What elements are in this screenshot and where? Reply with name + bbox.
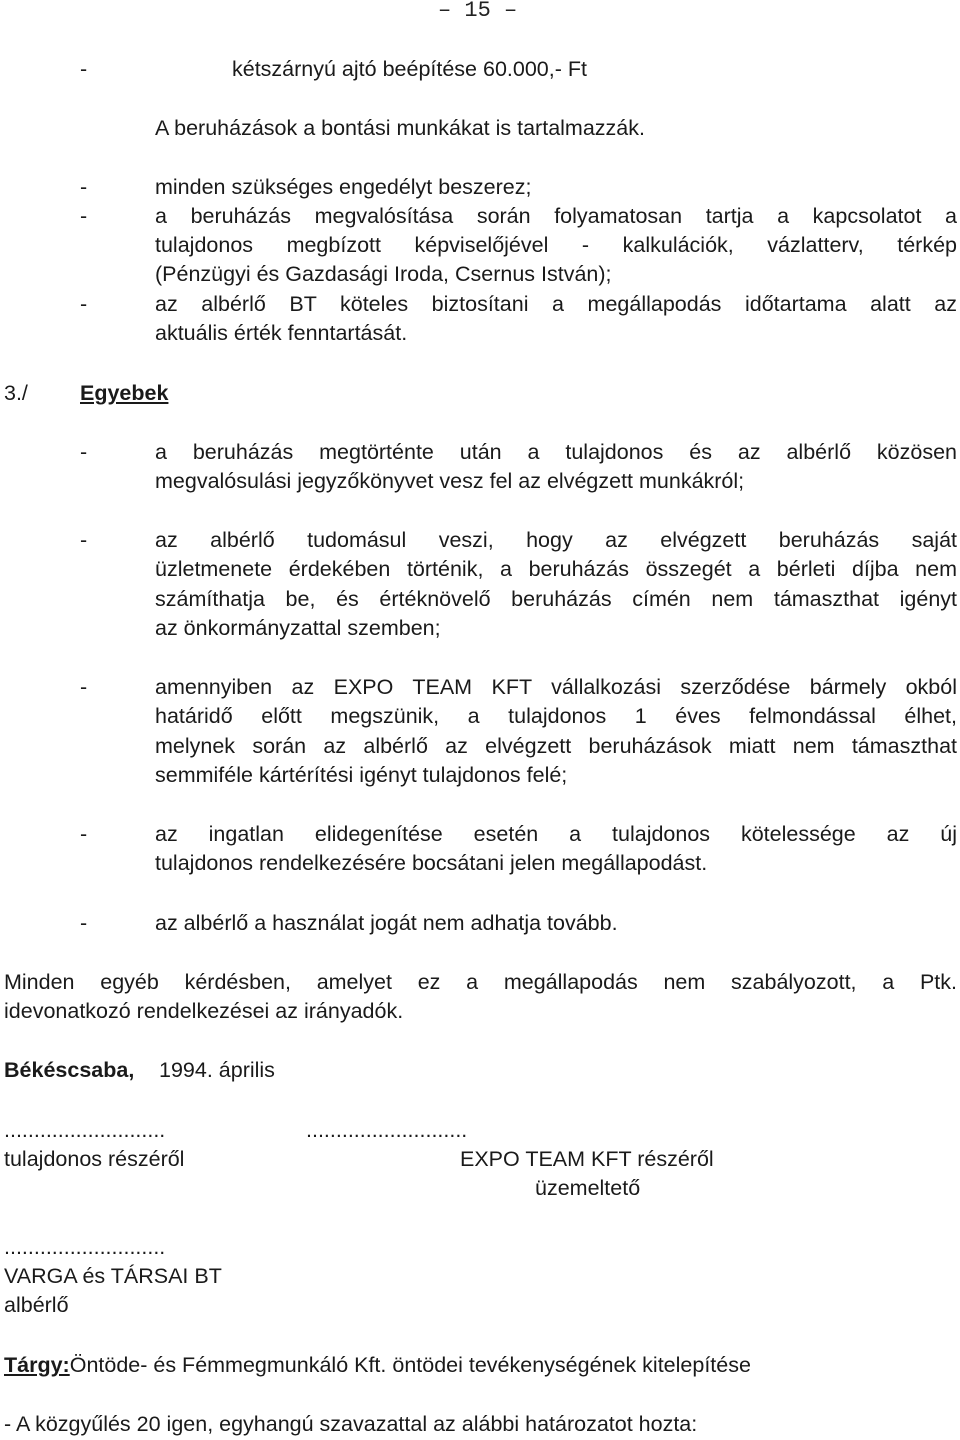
misc-line: semmiféle kártérítési igényt tulajdonos felé;: [155, 763, 568, 787]
misc-line: üzletmenete érdekében történik, a beruházás összegét a bérleti díjba nem: [155, 557, 957, 581]
obligation-line: tulajdonos megbízott képviselőjével - kalkulációk, vázlatterv, térkép: [155, 233, 957, 257]
includes-note: A beruházások a bontási munkákat is tartalmazzák.: [155, 116, 645, 140]
list-dash: -: [80, 528, 88, 552]
obligation-line: a beruházás megvalósítása során folyamatosan tartja a kapcsolatot a: [155, 204, 957, 228]
place: Békéscsaba,: [4, 1058, 135, 1082]
list-dash: -: [80, 57, 88, 81]
misc-line: az önkormányzattal szemben;: [155, 616, 441, 640]
subject-label: Tárgy:: [4, 1353, 70, 1377]
date: 1994. április: [159, 1058, 275, 1082]
misc-line: amennyiben az EXPO TEAM KFT vállalkozási szerződése bármely okból: [155, 675, 957, 699]
resolution-line: - A közgyűlés 20 igen, egyhangú szavazattal az alábbi határozatot hozta:: [4, 1412, 698, 1436]
misc-line: az albérlő a használat jogát nem adhatja tovább.: [155, 911, 618, 935]
list-dash: -: [80, 911, 88, 935]
signatory-expo: EXPO TEAM KFT részéről: [460, 1147, 714, 1171]
misc-line: az ingatlan elidegenítése esetén a tulajdonos kötelessége az új: [155, 822, 957, 846]
subject-row: [4, 1352, 751, 1378]
section-title: Egyebek: [80, 381, 169, 405]
obligation-line: (Pénzügyi és Gazdasági Iroda, Csernus István);: [155, 262, 612, 286]
misc-line: a beruházás megtörténte után a tulajdonos és az albérlő közösen: [155, 440, 957, 464]
signatory-varga: VARGA és TÁRSAI BT: [4, 1264, 222, 1288]
list-dash: -: [80, 822, 88, 846]
signature-line: ...........................: [4, 1118, 166, 1142]
signatory-subtenant-role: albérlő: [4, 1293, 69, 1317]
signatory-operator-role: üzemeltető: [535, 1176, 641, 1200]
misc-line: tulajdonos rendelkezésére bocsátani jelen megállapodást.: [155, 851, 708, 875]
closing-line: Minden egyéb kérdésben, amelyet ez a megállapodás nem szabályozott, a Ptk.: [4, 970, 957, 994]
misc-line: az albérlő tudomásul veszi, hogy az elvégzett beruházás saját: [155, 528, 957, 552]
section-number: 3./: [4, 381, 28, 405]
obligation-line: minden szükséges engedélyt beszerez;: [155, 175, 532, 199]
closing-line: idevonatkozó rendelkezései az irányadók.: [4, 999, 404, 1023]
list-dash: -: [80, 440, 88, 464]
signatory-owner: tulajdonos részéről: [4, 1147, 185, 1171]
signature-line: ...........................: [306, 1118, 468, 1142]
subject-text: Öntöde- és Fémmegmunkáló Kft. öntödei tevékenységének kitelepítése: [69, 1353, 751, 1377]
misc-line: határidő előtt megszünik, a tulajdonos 1 éves felmondással élhet,: [155, 704, 957, 728]
list-dash: -: [80, 675, 88, 699]
list-dash: -: [80, 175, 88, 199]
obligation-line: az albérlő BT köteles biztosítani a megállapodás időtartama alatt az: [155, 292, 957, 316]
misc-line: melynek során az albérlő az elvégzett beruházások miatt nem támaszthat: [155, 734, 957, 758]
misc-line: számíthatja be, és értéknövelő beruházás címén nem támaszthat igényt: [155, 587, 957, 611]
signature-line: ...........................: [4, 1235, 166, 1259]
door-item: kétszárnyú ajtó beépítése 60.000,- Ft: [232, 57, 587, 81]
list-dash: -: [80, 292, 88, 316]
obligation-line: aktuális érték fenntartását.: [155, 321, 408, 345]
misc-line: megvalósulási jegyzőkönyvet vesz fel az elvégzett munkákról;: [155, 469, 745, 493]
list-dash: -: [80, 204, 88, 228]
page-number: – 15 –: [438, 0, 518, 23]
